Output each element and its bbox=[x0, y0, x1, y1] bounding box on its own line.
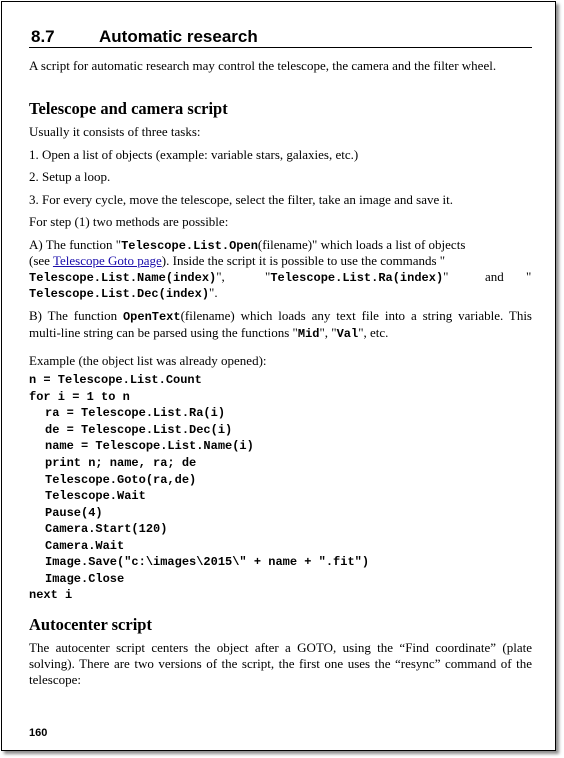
method-b-text: ", etc. bbox=[358, 325, 389, 340]
document-page bbox=[1, 1, 556, 751]
step-3: 3. For every cycle, move the telescope, select the filter, take an image and save it. bbox=[29, 192, 453, 207]
methods-lead: For step (1) two methods are possible: bbox=[29, 214, 229, 229]
method-b-paragraph bbox=[29, 308, 532, 342]
method-a-text: (see bbox=[29, 253, 53, 268]
code-line: Image.Close bbox=[45, 572, 125, 586]
code-line: ra = Telescope.List.Ra(i) bbox=[45, 406, 226, 420]
method-b-text: (filename) which loads any text file into a string variable. This multi-line string can be parsed using the functions " bbox=[29, 308, 532, 340]
chapter-title: Automatic research bbox=[99, 27, 258, 46]
method-b-text: ", " bbox=[319, 325, 337, 340]
code-line: Pause(4) bbox=[45, 506, 103, 520]
step-1: 1. Open a list of objects (example: variable stars, galaxies, etc.) bbox=[29, 147, 359, 162]
code-telescope-list-name: Telescope.List.Name(index) bbox=[29, 271, 217, 285]
code-val: Val bbox=[336, 327, 359, 341]
code-line: n = Telescope.List.Count bbox=[29, 373, 202, 387]
method-a-text: and bbox=[485, 269, 504, 284]
method-a-text: " bbox=[265, 269, 271, 284]
method-a-text: " bbox=[526, 269, 532, 284]
code-line: next i bbox=[29, 588, 73, 602]
code-line: de = Telescope.List.Dec(i) bbox=[45, 423, 233, 437]
code-telescope-list-ra: Telescope.List.Ra(index) bbox=[270, 271, 444, 285]
tasks-lead: Usually it consists of three tasks: bbox=[29, 124, 201, 139]
method-a-text: ). Inside the script it is possible to use the commands " bbox=[161, 253, 446, 268]
method-a-text: ", bbox=[216, 269, 225, 284]
method-b-text: B) The function bbox=[29, 308, 123, 323]
step-2: 2. Setup a loop. bbox=[29, 169, 111, 184]
chapter-number: 8.7 bbox=[31, 27, 55, 46]
code-line: print n; name, ra; de bbox=[45, 456, 197, 470]
example-lead: Example (the object list was already opened): bbox=[29, 353, 267, 368]
method-a-text: ". bbox=[209, 285, 218, 300]
method-a-text: A) The function " bbox=[29, 237, 122, 252]
page-number: 160 bbox=[29, 727, 48, 739]
code-line: for i = 1 to n bbox=[29, 390, 130, 404]
code-telescope-list-dec: Telescope.List.Dec(index) bbox=[29, 287, 210, 301]
intro-paragraph: A script for automatic research may control the telescope, the camera and the filter wheel. bbox=[29, 58, 497, 73]
code-line: Telescope.Goto(ra,de) bbox=[45, 473, 197, 487]
method-a-text: " bbox=[443, 269, 449, 284]
chapter-heading bbox=[29, 27, 532, 48]
code-line: Image.Save("c:\images\2015\" + name + ".fit") bbox=[45, 555, 370, 569]
telescope-goto-page-link[interactable]: Telescope Goto page bbox=[52, 253, 162, 268]
method-a-text: (filename)" which loads a list of objects bbox=[257, 237, 466, 252]
code-line: Camera.Start(120) bbox=[45, 522, 168, 536]
code-mid: Mid bbox=[297, 327, 320, 341]
section-heading-telescope-camera: Telescope and camera script bbox=[29, 99, 228, 118]
section-heading-autocenter: Autocenter script bbox=[29, 615, 152, 634]
code-line: Telescope.Wait bbox=[45, 489, 146, 503]
code-line: name = Telescope.List.Name(i) bbox=[45, 439, 254, 453]
method-a-paragraph bbox=[29, 237, 532, 301]
code-line: Camera.Wait bbox=[45, 539, 125, 553]
code-telescope-list-open: Telescope.List.Open bbox=[121, 239, 258, 253]
autocenter-paragraph: The autocenter script centers the object after a GOTO, using the “Find coordinate” (plate solving). There are two versions of the script, the first one uses the “resync” command of the telescope: bbox=[29, 640, 532, 687]
code-opentext: OpenText bbox=[122, 310, 181, 324]
